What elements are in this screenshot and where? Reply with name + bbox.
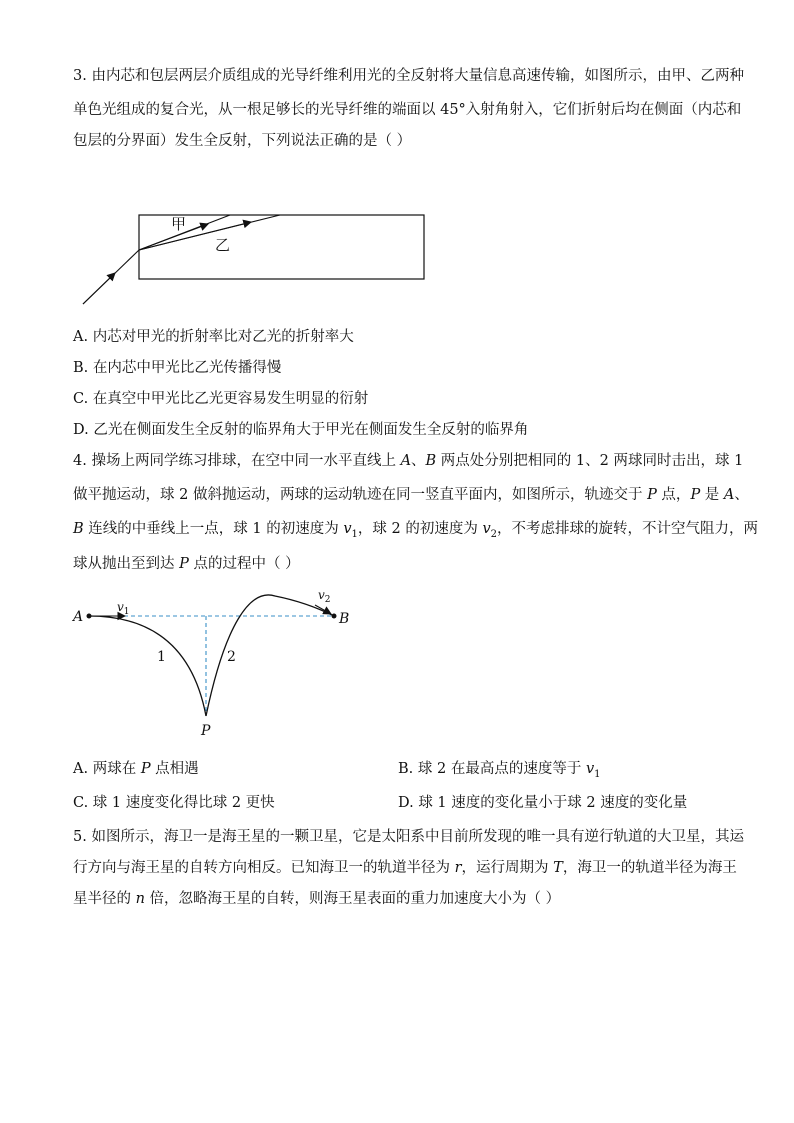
q3-stem-line-1: 3. 由内芯和包层两层介质组成的光导纤维利用光的全反射将大量信息高速传输，如图所示，由甲、乙两种 [73,68,744,84]
q5-stem-line-2: 行方向与海王星的自转方向相反。已知海卫一的轨道半径为 r，运行周期为 T，海卫一的轨道半径为海王 [73,860,737,876]
label-curve-2: 2 [227,649,236,665]
q4-option-b: B. 球 2 在最高点的速度等于 $v_1$ [398,761,601,780]
v2-arrow [315,605,331,614]
ray-yi-arrow [139,222,251,250]
label-curve-1: 1 [157,649,166,665]
q4-stem-line-1: 4. 操场上两同学练习排球，在空中同一水平直线上 A、B 两点处分别把相同的 1、2 两球同时击出，球 1 [73,453,744,469]
q4-option-a: A. 两球在 P 点相遇 [73,761,199,777]
q3-option-a: A. 内芯对甲光的折射率比对乙光的折射率大 [73,329,354,345]
label-b: B [339,611,350,627]
q4-stem-line-4: 球从抛出至到达 P 点的过程中（ ） [73,556,300,572]
label-yi: 乙 [215,236,231,254]
q3-stem-line-3: 包层的分界面）发生全反射，下列说法正确的是（ ） [73,133,412,149]
label-a: A [73,609,84,625]
q3-option-b: B. 在内芯中甲光比乙光传播得慢 [73,360,282,376]
q4-stem-line-2: 做平抛运动，球 2 做斜抛运动，两球的运动轨迹在同一竖直平面内，如图所示，轨迹交于 P 点，P 是 A、 [73,487,749,503]
q4-option-c: C. 球 1 速度变化得比球 2 更快 [73,795,275,811]
point-b [332,614,337,619]
label-v2: $v_2$ [318,588,331,605]
label-jia: 甲 [171,215,187,233]
q5-stem-line-3: 星半径的 n 倍，忽略海王星的自转，则海王星表面的重力加速度大小为（ ） [73,891,561,907]
label-p: P [201,723,211,739]
trajectory-2 [206,595,334,716]
q5-stem-line-1: 5. 如图所示，海卫一是海王星的一颗卫星，它是太阳系中目前所发现的唯一具有逆行轨道的大卫星，其运 [73,829,744,845]
point-a [87,614,92,619]
q4-option-d: D. 球 1 速度的变化量小于球 2 速度的变化量 [398,795,688,811]
trajectory-1 [89,616,206,716]
fiber-optic-figure [75,205,430,310]
incident-ray-arrow [83,273,115,304]
q3-option-c: C. 在真空中甲光比乙光更容易发生明显的衍射 [73,391,369,407]
projectile-figure [65,585,365,745]
q3-stem-line-2: 单色光组成的复合光，从一根足够长的光导纤维的端面以 45°入射角射入，它们折射后均在侧面（内芯和 [73,102,742,118]
label-v1: $v_1$ [117,600,130,617]
q4-stem-line-3: B 连线的中垂线上一点，球 1 的初速度为 $v_1$，球 2 的初速度为 $v_2$，不考虑排球的旋转，不计空气阻力，两 [73,521,759,540]
q3-option-d: D. 乙光在侧面发生全反射的临界角大于甲光在侧面发生全反射的临界角 [73,422,529,438]
